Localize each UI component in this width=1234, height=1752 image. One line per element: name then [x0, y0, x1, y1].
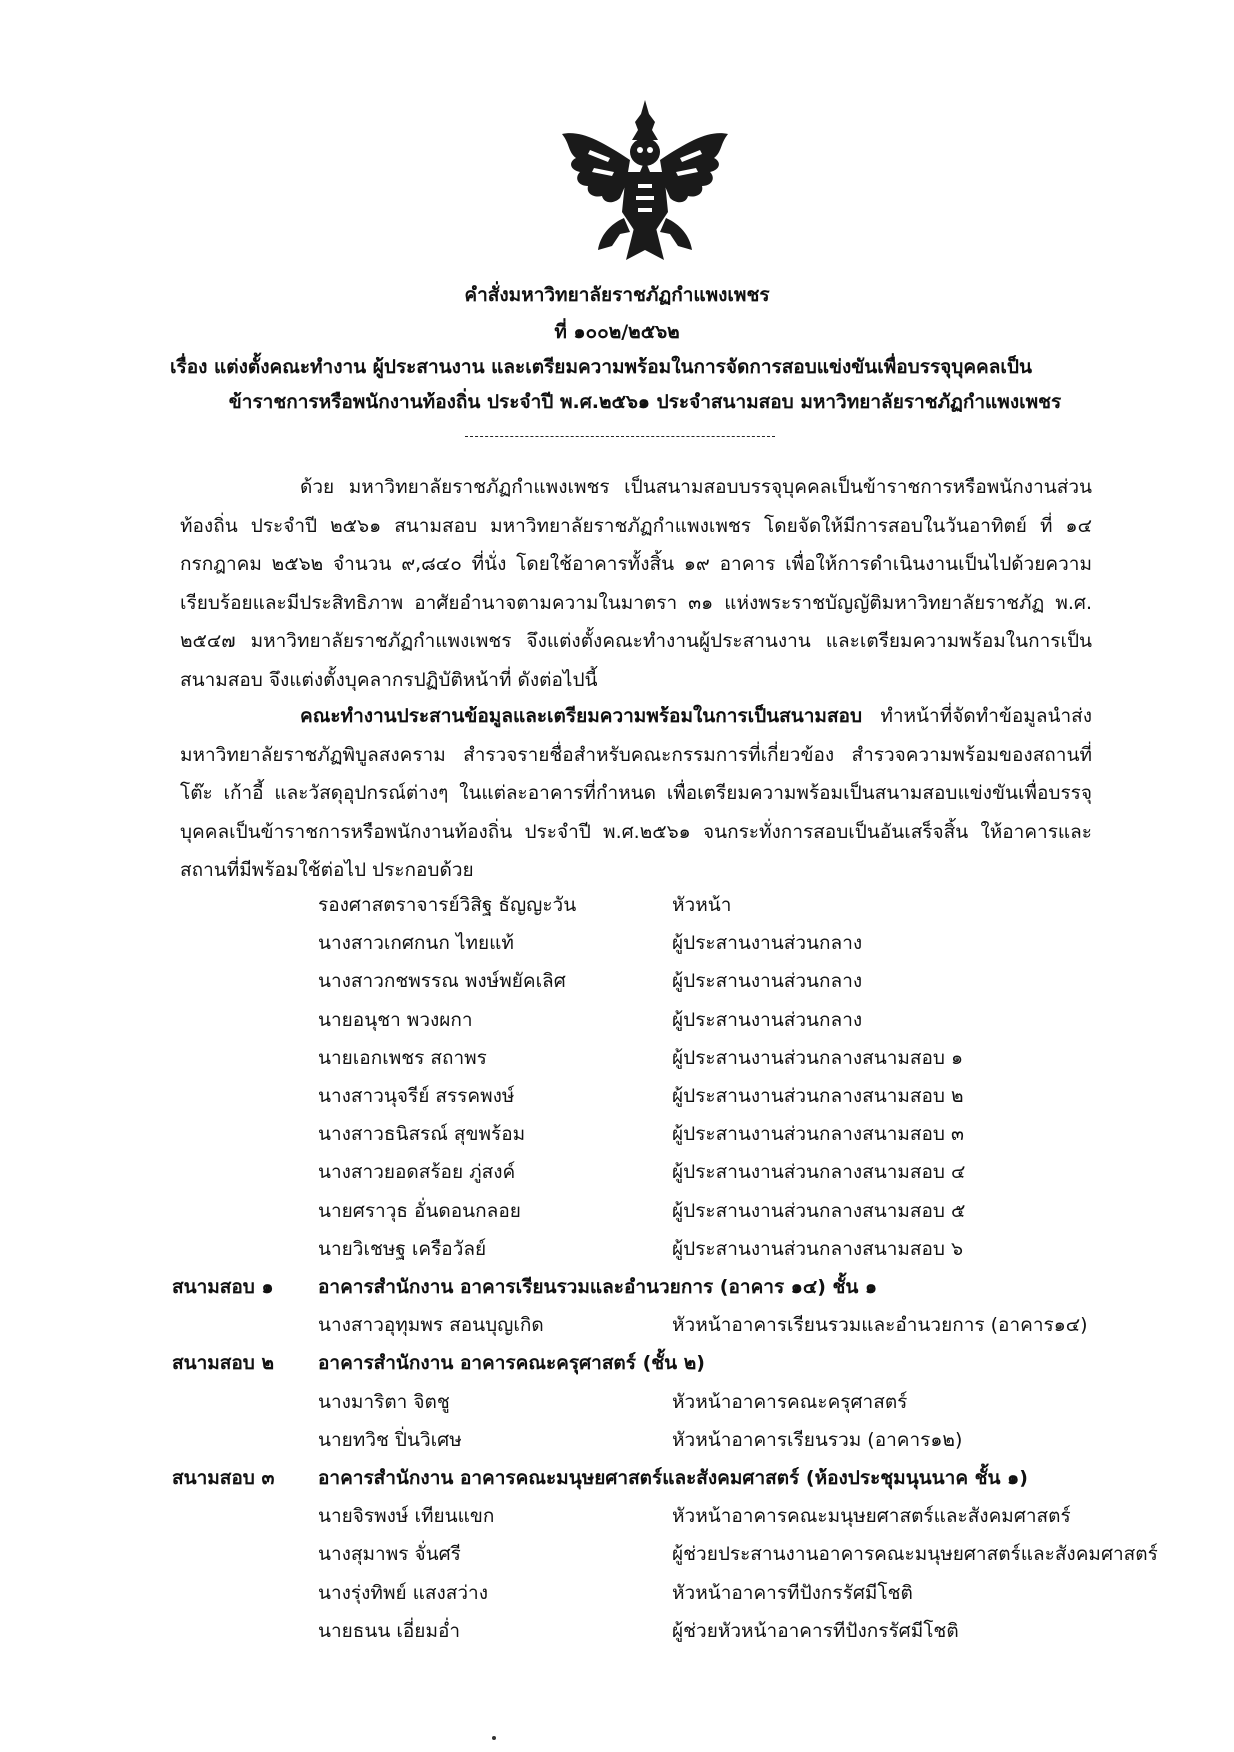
separator-line	[465, 436, 775, 437]
member-role: ผู้ประสานงานส่วนกลางสนามสอบ ๖	[672, 1237, 964, 1260]
member-name: นางสาวกชพรรณ พงษ์พยัคเลิศ	[318, 970, 566, 993]
member-name: นายเอกเพชร สถาพร	[318, 1046, 487, 1069]
member-row	[0, 1117, 1234, 1151]
member-name: นายจิรพงษ์ เทียนแขก	[318, 1505, 495, 1528]
member-role: ผู้ประสานงานส่วนกลางสนามสอบ ๓	[672, 1123, 965, 1146]
member-row	[0, 1614, 1234, 1648]
member-role: ผู้ประสานงานส่วนกลาง	[672, 970, 863, 993]
member-role: หัวหน้าอาคารคณะมนุษยศาสตร์และสังคมศาสตร์	[672, 1505, 1071, 1528]
paragraph-intro	[180, 468, 1092, 700]
member-role: ผู้ช่วยหัวหน้าอาคารทีปังกรรัศมีโชติ	[672, 1619, 959, 1642]
member-row	[0, 1003, 1234, 1037]
member-row	[0, 1155, 1234, 1189]
paragraph-intro-text: ด้วย มหาวิทยาลัยราชภัฏกำแพงเพชร เป็นสนามสอบบรรจุบุคคลเป็นข้าราชการหรือพนักงานส่วนท้องถิ่น ประจำปี ๒๕๖๑ สนามสอบ มหาวิทยาลัยราชภัฏกำแพงเพชร โดยจัดให้มีการสอบในวันอาทิตย์ ที่ ๑๔ กรกฎาคม ๒๕๖๒ จำนวน ๙,๘๔๐ ที่นั่ง โดยใช้อาคารทั้งสิ้น ๑๙ อาคาร เพื่อให้การดำเนินงานเป็นไปด้วยความเรียบร้อยและมีประสิทธิภาพ อาศัยอำนาจตามความในมาตรา ๓๑ แห่งพระราชบัญญัติมหาวิทยาลัยราชภัฏ พ.ศ. ๒๕๔๗ มหาวิทยาลัยราชภัฏกำแพงเพชร จึงแต่งตั้งคณะทำงานผู้ประสานงาน และเตรียมความพร้อมในการเป็นสนามสอบ จึงแต่งตั้งบุคลากรปฏิบัติหน้าที่ ดังต่อไปนี้	[180, 476, 1092, 691]
building-name: อาคารสำนักงาน อาคารคณะมนุษยศาสตร์และสังคมศาสตร์ (ห้องประชุมนุนนาค ชั้น ๑)	[318, 1467, 1028, 1489]
member-row	[0, 1537, 1234, 1571]
subject-line-2: ข้าราชการหรือพนักงานท้องถิ่น ประจำปี พ.ศ.๒๕๖๑ ประจำสนามสอบ มหาวิทยาลัยราชภัฏกำแพงเพชร	[228, 391, 1062, 413]
member-role: หัวหน้าอาคารเรียนรวม (อาคาร๑๒)	[672, 1428, 963, 1451]
committee-title: คณะทำงานประสานข้อมูลและเตรียมความพร้อมในการเป็นสนามสอบ	[300, 705, 863, 727]
paragraph-committee	[180, 697, 1092, 890]
member-role: หัวหน้าอาคารคณะครุศาสตร์	[672, 1390, 908, 1413]
member-row	[0, 1194, 1234, 1228]
member-name: นางสุมาพร จั่นศรี	[318, 1543, 461, 1566]
member-role: ผู้ประสานงานส่วนกลาง	[672, 1008, 863, 1031]
building-name: อาคารสำนักงาน อาคารคณะครุศาสตร์ (ชั้น ๒)	[318, 1352, 705, 1375]
building-name: อาคารสำนักงาน อาคารเรียนรวมและอำนวยการ (อาคาร ๑๔) ชั้น ๑	[318, 1276, 878, 1298]
order-subject	[170, 350, 1120, 420]
member-role: หัวหน้าอาคารทีปังกรรัศมีโชติ	[672, 1581, 913, 1604]
member-name: นางมาริตา จิตชู	[318, 1390, 450, 1413]
member-row	[0, 1308, 1234, 1342]
member-row	[0, 964, 1234, 998]
member-name: นายทวิช ปิ่นวิเศษ	[318, 1428, 462, 1451]
member-role: หัวหน้า	[672, 894, 732, 916]
member-name: รองศาสตราจารย์วิสิฐ ธัญญะวัน	[318, 894, 577, 916]
member-row	[0, 1041, 1234, 1075]
member-name: นายอนุชา พวงผกา	[318, 1008, 473, 1031]
member-row	[0, 926, 1234, 960]
exam-site-label: สนามสอบ ๓	[172, 1467, 275, 1489]
member-row	[0, 1079, 1234, 1113]
exam-site-row	[0, 1270, 1234, 1304]
member-name: นางรุ่งทิพย์ แสงสว่าง	[318, 1581, 488, 1604]
member-name: นางสาวยอดสร้อย ภู่สงค์	[318, 1161, 516, 1184]
order-number: ที่ ๑๐๐๒/๒๕๖๒	[554, 321, 680, 343]
member-name: นางสาวเกศกนก ไทยแท้	[318, 932, 514, 955]
member-name: นายศราวุธ อั่นดอนกลอย	[318, 1199, 521, 1222]
member-role: ผู้ประสานงานส่วนกลางสนามสอบ ๒	[672, 1085, 964, 1107]
member-row	[0, 1385, 1234, 1419]
member-role: ผู้ประสานงานส่วนกลางสนามสอบ ๑	[672, 1046, 964, 1069]
member-row	[0, 1499, 1234, 1533]
member-name: นายวิเชษฐ เครือวัลย์	[318, 1237, 487, 1260]
member-row	[0, 1232, 1234, 1266]
exam-site-label: สนามสอบ ๑	[172, 1276, 274, 1298]
member-row	[0, 888, 1234, 922]
paragraph-committee-text: ทำหน้าที่จัดทำข้อมูลนำส่งมหาวิทยาลัยราชภัฏพิบูลสงคราม สำรวจรายชื่อสำหรับคณะกรรมการที่เกี่ยวข้อง สำรวจความพร้อมของสถานที่ โต๊ะ เก้าอี้ และวัสดุอุปกรณ์ต่างๆ ในแต่ละอาคารที่กำหนด เพื่อเตรียมความพร้อมเป็นสนามสอบแข่งขันเพื่อบรรจุบุคคลเป็นข้าราชการหรือพนักงานท้องถิ่น ประจำปี พ.ศ.๒๕๖๑ จนกระทั่งการสอบเป็นอันเสร็จสิ้น ให้อาคารและสถานที่มีพร้อมใช้ต่อไป ประกอบด้วย	[180, 705, 1092, 882]
member-name: นางสาวนุจรีย์ สรรคพงษ์	[318, 1085, 515, 1107]
page-mark	[492, 1736, 496, 1740]
exam-site-row	[0, 1461, 1234, 1495]
member-name: นายธนน เอี่ยมอ่ำ	[318, 1619, 461, 1642]
member-role: ผู้ประสานงานส่วนกลางสนามสอบ ๕	[672, 1199, 966, 1222]
member-role: หัวหน้าอาคารเรียนรวมและอำนวยการ (อาคาร๑๔)	[672, 1314, 1088, 1337]
member-role: ผู้ประสานงานส่วนกลาง	[672, 932, 863, 955]
subject-line-1: เรื่อง แต่งตั้งคณะทำงาน ผู้ประสานงาน และเตรียมความพร้อมในการจัดการสอบแข่งขันเพื่อบรรจุบุคคลเป็น	[170, 356, 1032, 378]
member-role: ผู้ประสานงานส่วนกลางสนามสอบ ๔	[672, 1161, 966, 1184]
member-row	[0, 1576, 1234, 1610]
member-name: นางสาวอุทุมพร สอนบุญเกิด	[318, 1314, 544, 1337]
member-name: นางสาวธนิสรณ์ สุขพร้อม	[318, 1123, 526, 1146]
member-row	[0, 1423, 1234, 1457]
garuda-emblem-icon	[560, 100, 730, 266]
exam-site-row	[0, 1346, 1234, 1380]
order-title: คำสั่งมหาวิทยาลัยราชภัฏกำแพงเพชร	[464, 284, 770, 306]
member-role: ผู้ช่วยประสานงานอาคารคณะมนุษยศาสตร์และสังคมศาสตร์	[672, 1543, 1158, 1566]
exam-site-label: สนามสอบ ๒	[172, 1352, 274, 1375]
